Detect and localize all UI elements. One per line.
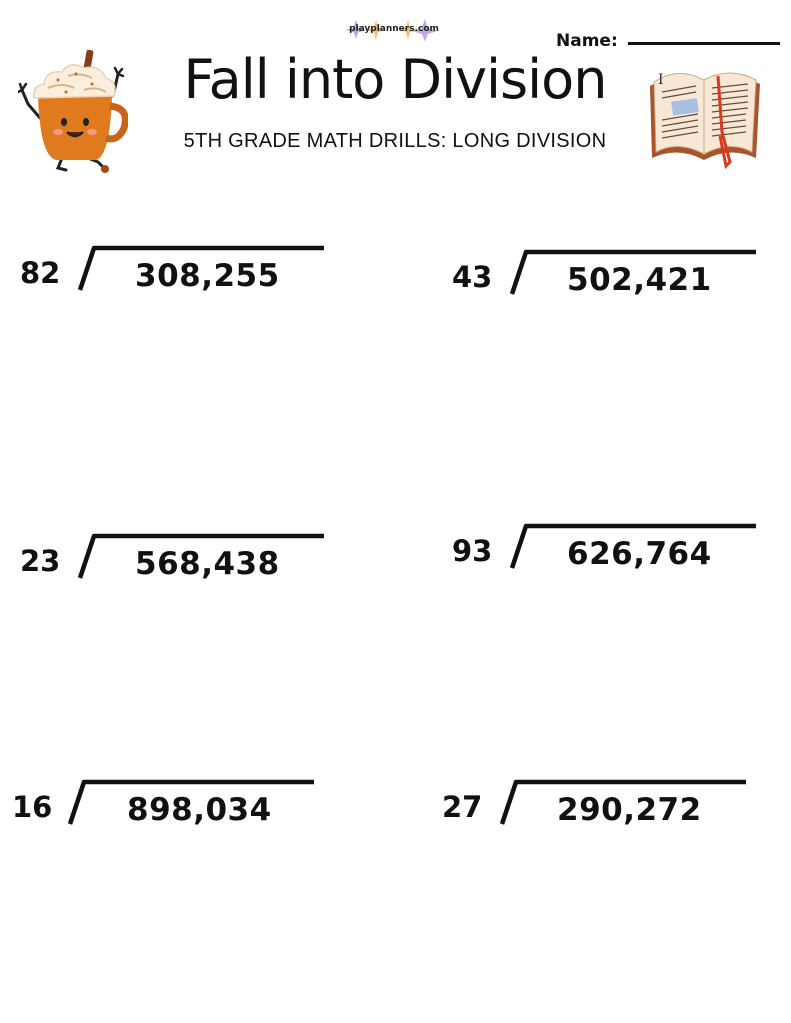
- division-problem: [452, 534, 782, 604]
- name-field[interactable]: [628, 42, 780, 45]
- division-problem: [20, 544, 350, 614]
- name-label: Name:: [556, 31, 618, 51]
- divisor: 43: [452, 260, 493, 294]
- division-problem: [20, 256, 350, 326]
- divisor: 82: [20, 256, 61, 290]
- dividend: 626,764: [567, 536, 712, 572]
- division-problem: [452, 260, 782, 330]
- dividend: 290,272: [557, 792, 702, 828]
- division-problem: [12, 790, 342, 860]
- page-subtitle: 5TH GRADE MATH DRILLS: LONG DIVISION: [183, 130, 607, 152]
- svg-text:I: I: [658, 72, 664, 88]
- dividend: 502,421: [567, 262, 712, 298]
- divisor: 23: [20, 544, 61, 578]
- divisor: 93: [452, 534, 493, 568]
- dividend: 898,034: [127, 792, 272, 828]
- brand-text: playplanners.com: [349, 24, 439, 34]
- divisor: 27: [442, 790, 483, 824]
- dividend: 308,255: [135, 258, 280, 294]
- latte-mug-icon: [18, 46, 128, 176]
- division-problem: [442, 790, 772, 860]
- page-title: Fall into Division: [183, 48, 607, 111]
- open-book-icon: [646, 62, 764, 170]
- dividend: 568,438: [135, 546, 280, 582]
- brand-logo: [344, 18, 444, 46]
- divisor: 16: [12, 790, 53, 824]
